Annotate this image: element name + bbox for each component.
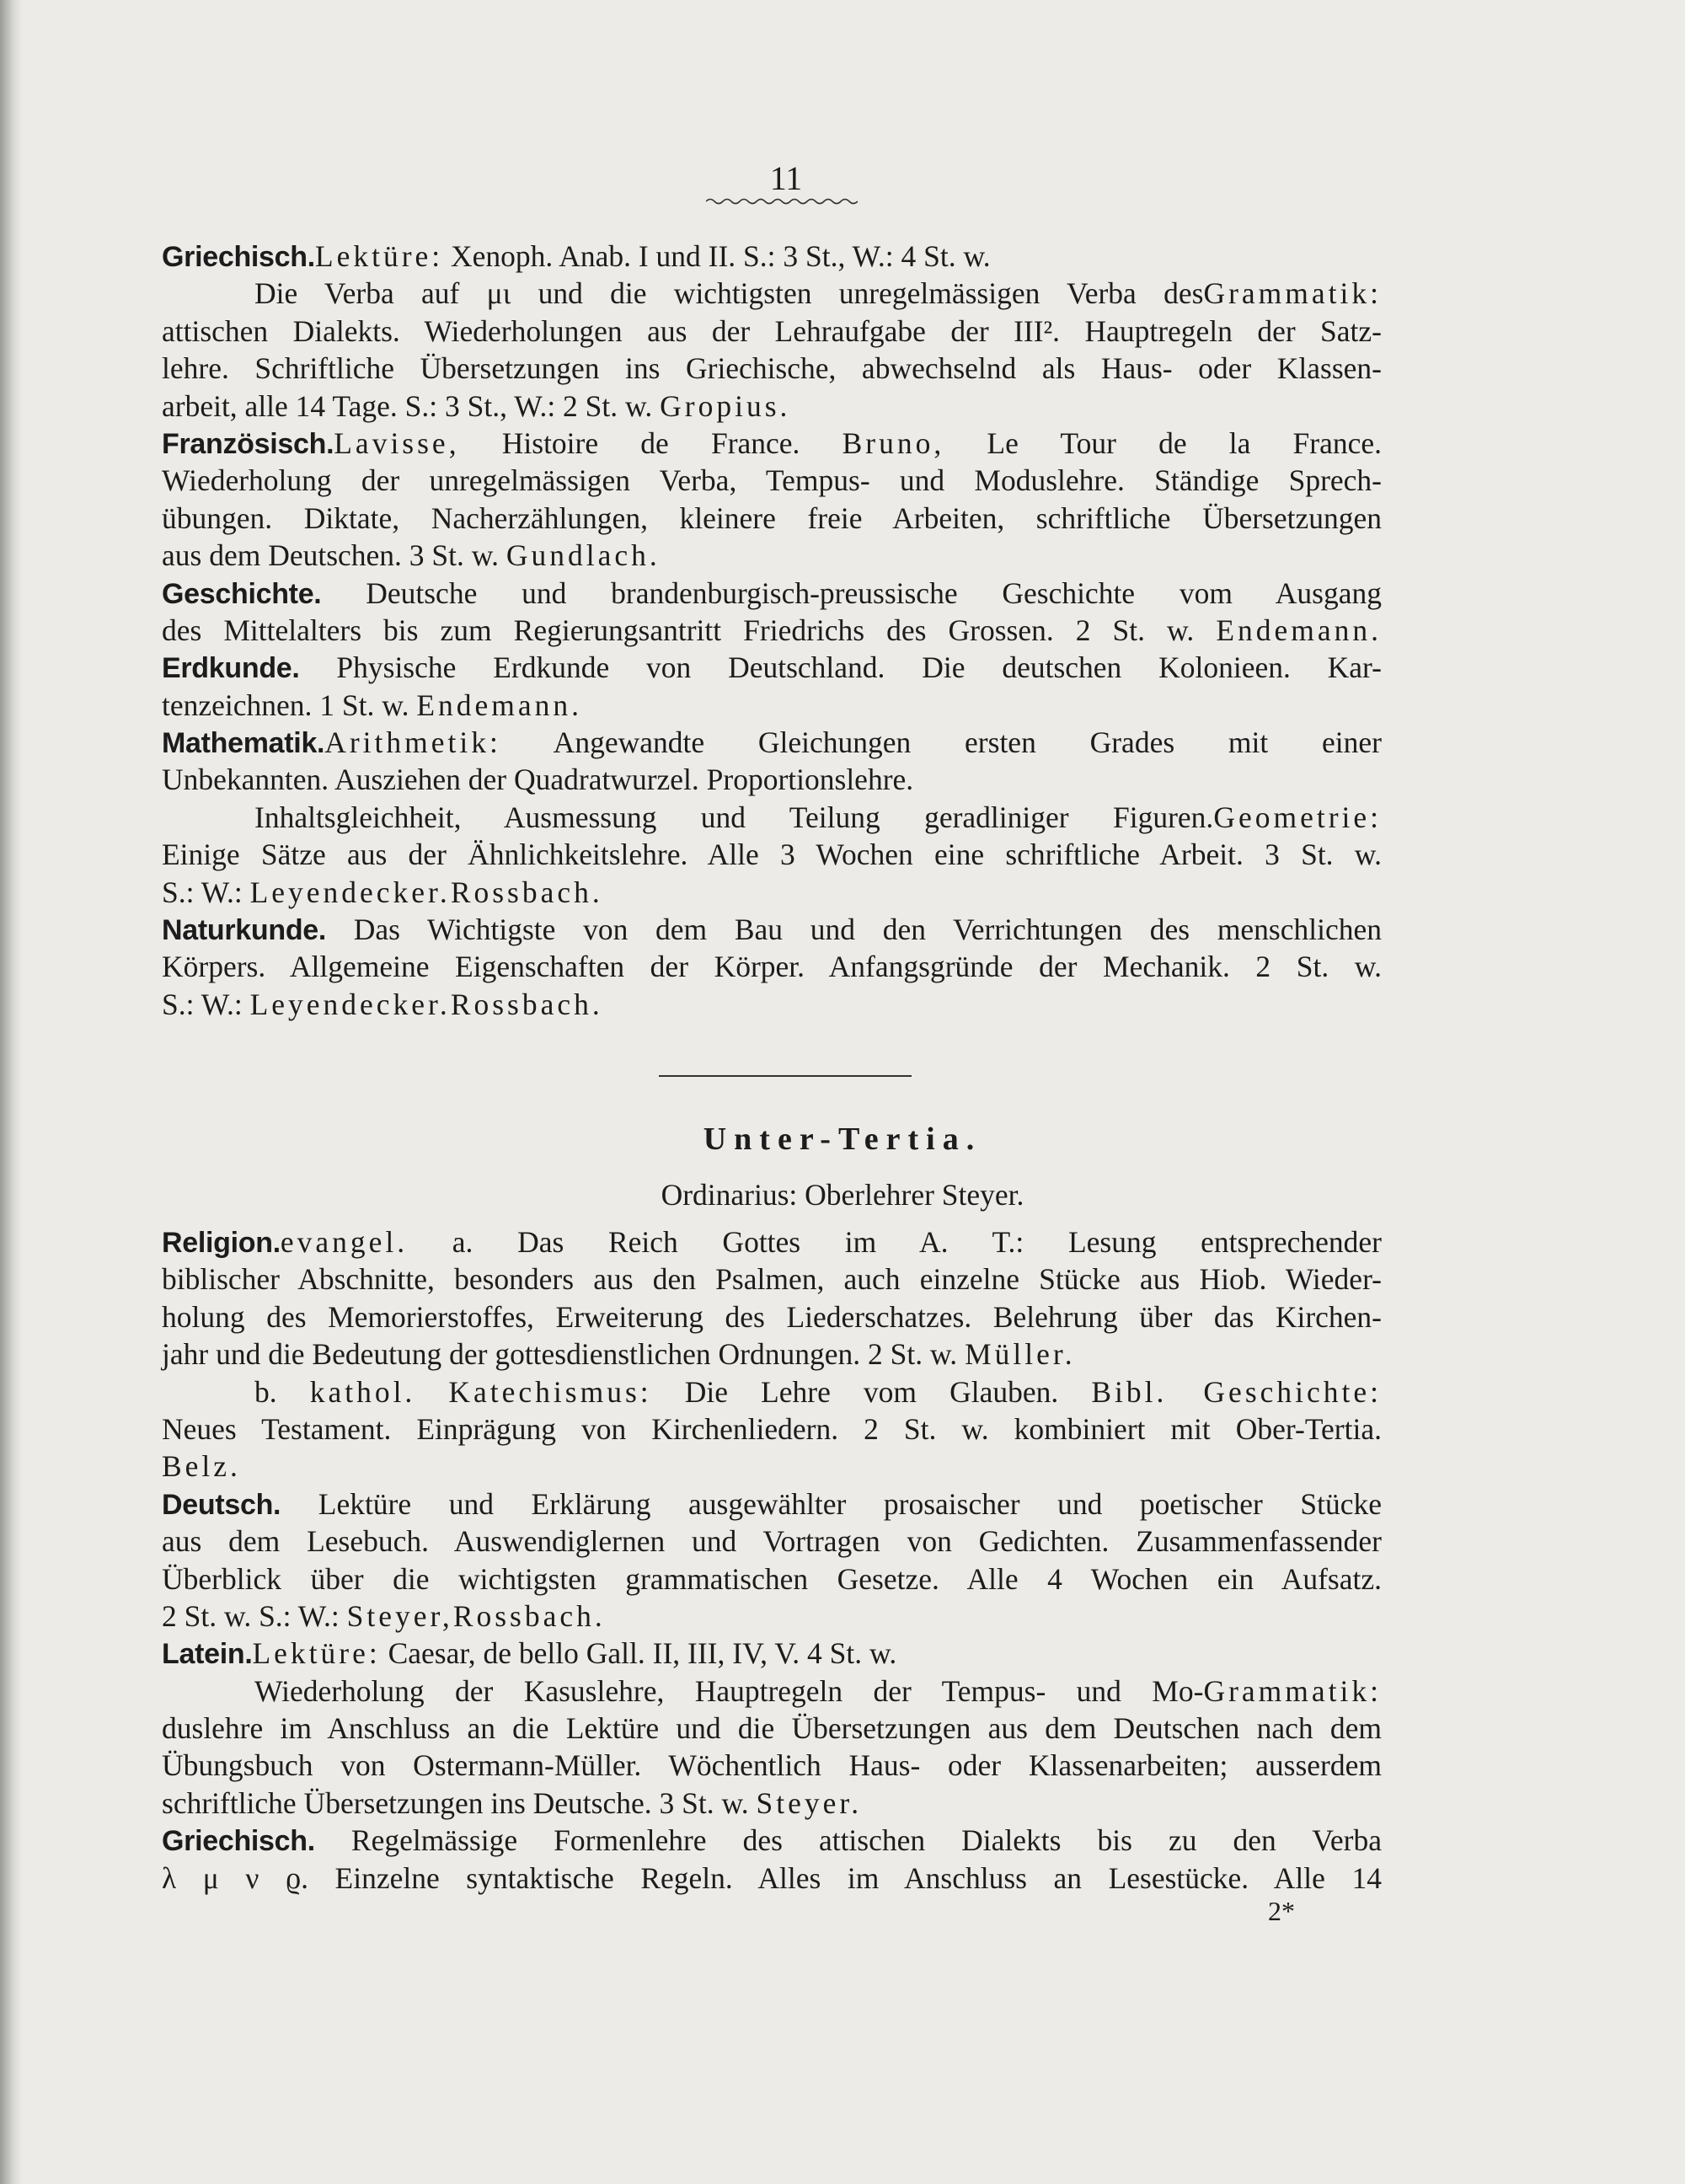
subject-heading: Französisch. — [162, 427, 334, 460]
line-text: schriftliche Übersetzungen ins Deutsche. 3 St. w. — [162, 1785, 757, 1820]
line-text: S.: — [162, 875, 201, 909]
spaced-name: Rossbach. — [452, 1598, 606, 1633]
subject-heading: Latein. — [162, 1638, 253, 1671]
spaced-term: Arithmetik: — [324, 725, 501, 760]
section-divider — [659, 1075, 912, 1077]
line-text: Körpers. Allgemeine Eigenschaften der Körper. Anfangsgründe der Mechanik. 2 St. w. — [162, 950, 1382, 984]
text-line — [162, 350, 1382, 387]
spaced-name: Belz. — [162, 1449, 241, 1484]
subject-heading: Geschichte. — [162, 577, 322, 610]
spaced-name: Rossbach. — [450, 987, 603, 1021]
text-line — [162, 874, 1382, 911]
line-text: holung des Memorierstoffes, Erweiterung des Liederschatzes. Belehrung über das Kirchen- — [162, 1299, 1382, 1334]
spaced-name: Leyendecker. — [249, 875, 451, 909]
text-line — [162, 1485, 1382, 1523]
line-text: Wiederholung der Kasuslehre, Hauptregeln der Tempus- und Mo- — [254, 1673, 1204, 1708]
line-text: attischen Dialekts. Wiederholungen aus der Lehraufgabe der III². Hauptregeln der Satz- — [162, 313, 1382, 348]
line-text: Überblick über die wichtigsten grammatischen Gesetze. Alle 4 Wochen ein Aufsatz. — [162, 1561, 1382, 1596]
line-text: biblischer Abschnitte, besonders aus den Psalmen, auch einzelne Stücke aus Hiob. Wieder- — [162, 1262, 1382, 1297]
text-line — [162, 537, 1382, 574]
ordinarius-line: Ordinarius: Oberlehrer Steyer. — [661, 1178, 1024, 1212]
text-line — [162, 575, 1382, 612]
text-line — [162, 986, 1382, 1023]
text-line — [162, 1448, 1382, 1485]
spaced-name: Gundlach. — [506, 538, 661, 573]
line-text: W.: — [201, 875, 250, 909]
text-line — [162, 761, 1382, 798]
spaced-name: Steyer. — [756, 1785, 863, 1820]
line-text: Regelmässige Formenlehre des attischen Dialekts bis zu den Verba — [314, 1823, 1382, 1858]
line-text: Physische Erdkunde von Deutschland. Die deutschen Kolonieen. Kar- — [299, 650, 1382, 685]
line-text: aus dem Deutschen. 3 St. w. — [162, 538, 506, 573]
wavy-rule — [706, 197, 858, 206]
line-text: Lektüre und Erklärung ausgewählter prosaischer und poetischer Stücke — [281, 1486, 1382, 1521]
text-line — [162, 462, 1382, 499]
line-text: des Mittelalters bis zum Regierungsantritt Friedrichs des Grossen. 2 St. w. — [162, 613, 1217, 647]
text-line — [162, 388, 1382, 425]
signature-mark: 2* — [1268, 1896, 1295, 1926]
text-line — [162, 836, 1382, 873]
line-text: Angewandte Gleichungen ersten Grades mit einer — [500, 725, 1382, 760]
line-text: Einige Sätze aus der Ähnlichkeitslehre. Alle 3 Wochen eine schriftliche Arbeit. 3 St. w. — [162, 838, 1382, 872]
text-line — [162, 1523, 1382, 1560]
spaced-name: Müller. — [965, 1337, 1076, 1372]
spaced-name: Bibl. Geschichte: — [1091, 1374, 1382, 1409]
text-line — [162, 687, 1382, 724]
line-text: Das Reich Gottes im A. T.: Lesung entsprechender — [517, 1225, 1382, 1259]
text-line — [162, 1710, 1382, 1747]
subject-heading: Naturkunde. — [162, 914, 327, 947]
spaced-name: Leyendecker. — [249, 987, 451, 1021]
text-line — [162, 1560, 1382, 1598]
spaced-name: Endemann. — [1216, 613, 1382, 647]
subject-heading: Griechisch. — [162, 241, 315, 273]
line-text: Wiederholung der unregelmässigen Verba, Tempus- und Moduslehre. Ständige Sprech- — [162, 463, 1382, 498]
text-line — [162, 911, 1382, 948]
line-text: aus dem Lesebuch. Auswendiglernen und Vortragen von Gedichten. Zusammenfassender — [162, 1524, 1382, 1559]
line-text: W.: — [297, 1598, 347, 1633]
text-line — [162, 948, 1382, 985]
text-line — [162, 799, 1382, 836]
line-text: jahr und die Bedeutung der gottesdienstlichen Ordnungen. 2 St. w. — [162, 1337, 966, 1372]
text-line — [162, 313, 1382, 350]
spaced-name: Rossbach. — [450, 875, 603, 909]
line-text: λ μ ν ϱ. Einzelne syntaktische Regeln. Alles im Anschluss an Lesestücke. Alle 14 — [162, 1860, 1382, 1895]
text-line — [162, 500, 1382, 537]
text-line — [162, 1822, 1382, 1859]
spaced-name: Bruno, — [842, 426, 945, 460]
line-text: S.: — [162, 987, 201, 1021]
spaced-term: evangel. — [280, 1225, 409, 1259]
subject-heading: Erdkunde. — [162, 652, 300, 685]
line-text: Übungsbuch von Ostermann-Müller. Wöchentlich Haus- oder Klassenarbeiten; ausserdem — [162, 1748, 1382, 1783]
line-text: 2 St. w. S.: — [162, 1598, 298, 1633]
spaced-term: Geometrie: — [1213, 800, 1382, 834]
page-spine-shadow — [0, 0, 22, 2184]
text-line — [162, 1598, 1382, 1635]
line-text: duslehre im Anschluss an die Lektüre und die Übersetzungen aus dem Deutschen nach dem — [162, 1711, 1382, 1746]
line-text: b. — [254, 1374, 310, 1409]
spaced-name: Steyer, — [346, 1598, 453, 1633]
text-line — [162, 1410, 1382, 1448]
subject-heading: Religion. — [162, 1227, 281, 1259]
line-text: Le Tour de la France. — [944, 426, 1382, 460]
section-unter-tertia — [162, 1223, 1382, 1897]
line-text: übungen. Diktate, Nacherzählungen, kleinere freie Arbeiten, schriftliche Übersetzungen — [162, 500, 1382, 535]
spaced-term: Lektüre: — [314, 239, 444, 273]
line-text: arbeit, alle 14 Tage. S.: 3 St., W.: 2 St. w. — [162, 388, 661, 423]
text-line — [162, 724, 1382, 761]
line-text: Caesar, de bello Gall. II, III, IV, V. 4 St. w. — [380, 1636, 897, 1671]
line-text: Histoire de France. — [459, 426, 842, 460]
text-line — [162, 425, 1382, 462]
line-text: tenzeichnen. 1 St. w. — [162, 688, 417, 722]
spaced-name: Endemann. — [416, 688, 583, 722]
spaced-term: Lavisse, — [334, 426, 460, 460]
line-text: Das Wichtigste von dem Bau und den Verrichtungen des menschlichen — [326, 913, 1382, 947]
text-line — [162, 1373, 1382, 1410]
section-title: Unter-Tertia. — [703, 1121, 982, 1157]
subject-heading: Griechisch. — [162, 1825, 315, 1858]
spaced-name: Gropius. — [660, 388, 791, 423]
spaced-term: Lektüre: — [252, 1636, 381, 1671]
text-line — [162, 1860, 1382, 1897]
text-line — [162, 1261, 1382, 1298]
subject-heading: Mathematik. — [162, 727, 325, 760]
line-text: lehre. Schriftliche Übersetzungen ins Griechische, abwechselnd als Haus- oder Klassen- — [162, 351, 1382, 386]
line-text: Die Verba auf μι und die wichtigsten unregelmässigen Verba des — [254, 276, 1204, 311]
line-text: Inhaltsgleichheit, Ausmessung und Teilung geradliniger Figuren. — [254, 800, 1214, 834]
spaced-name: Katechismus: — [448, 1374, 652, 1409]
text-line — [162, 649, 1382, 686]
page-number: 11 — [769, 159, 803, 197]
text-line — [162, 1747, 1382, 1784]
subject-heading: Deutsch. — [162, 1488, 281, 1521]
text-line — [162, 275, 1382, 312]
text-line — [162, 612, 1382, 649]
spaced-term: kathol. — [309, 1374, 416, 1409]
text-line — [162, 238, 1382, 275]
text-line — [162, 1336, 1382, 1373]
line-text: Xenoph. Anab. I und II. S.: 3 St., W.: 4 St. w. — [443, 239, 991, 273]
spaced-term: Grammatik: — [1203, 1673, 1382, 1708]
spaced-term: Grammatik: — [1203, 276, 1382, 311]
text-line — [162, 1223, 1382, 1261]
line-text — [415, 1375, 448, 1409]
section-ober-tertia-continued — [162, 238, 1382, 1023]
text-line — [162, 1635, 1382, 1672]
text-line — [162, 1785, 1382, 1822]
text-line — [162, 1298, 1382, 1336]
text-line — [162, 1673, 1382, 1710]
line-text: Unbekannten. Ausziehen der Quadratwurzel. Proportionslehre. — [162, 763, 914, 797]
line-text: Neues Testament. Einprägung von Kirchenliedern. 2 St. w. kombiniert mit Ober-Tertia. — [162, 1411, 1382, 1446]
line-text: a. — [408, 1225, 518, 1259]
line-text: W.: — [201, 987, 250, 1021]
line-text: Die Lehre vom Glauben. — [651, 1374, 1092, 1409]
line-text: Deutsche und brandenburgisch-preussische Geschichte vom Ausgang — [321, 575, 1382, 610]
